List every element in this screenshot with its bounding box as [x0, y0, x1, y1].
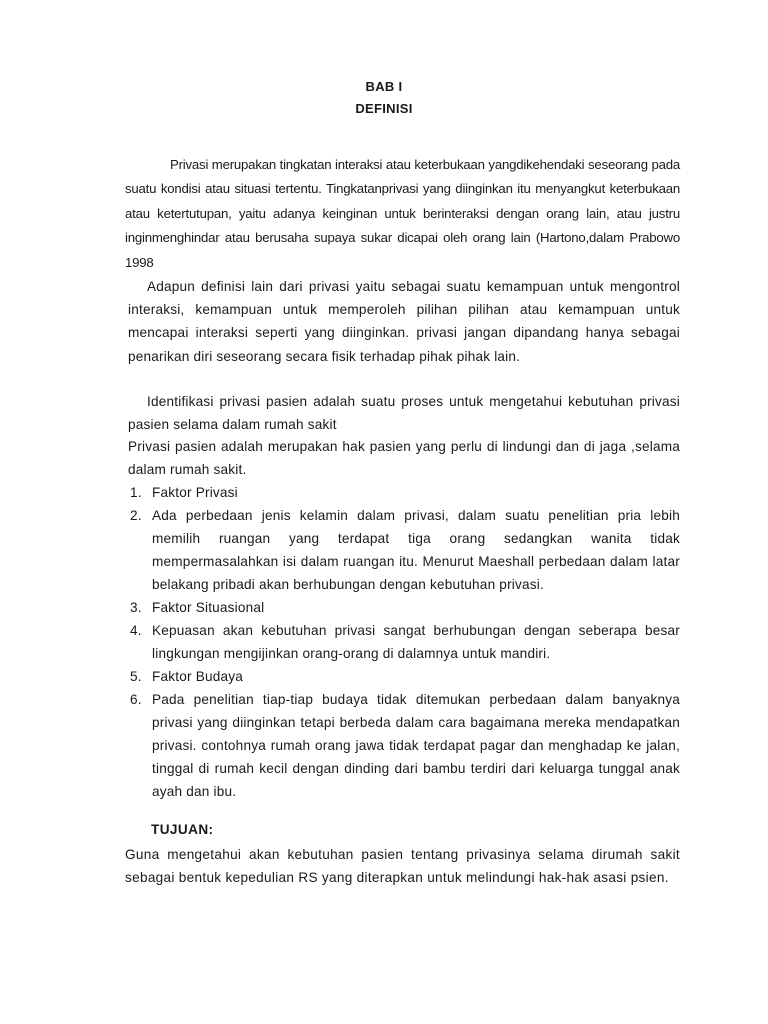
- list-text: Pada penelitian tiap-tiap budaya tidak ditemukan perbedaan dalam banyaknya privasi yang diinginkan tetapi berbeda dalam cara bagaimana mereka mendapatkan privasi. contohnya rumah orang jawa tidak terdapat pagar dan menghadap ke jalan, tinggal di rumah kecil dengan dinding dari bambu terdiri dari keluarga tunggal anak ayah dan ibu.: [152, 692, 680, 799]
- paragraph-other-definition: [128, 275, 680, 368]
- paragraph-patient-rights: Privasi pasien adalah merupakan hak pasien yang perlu di lindungi dan di jaga ,selama dalam rumah sakit.: [128, 439, 680, 477]
- list-number: 5.: [130, 669, 142, 684]
- paragraph-identification: [128, 390, 680, 436]
- list-text: Faktor Situasional: [152, 600, 265, 615]
- chapter-number: BAB I: [365, 79, 403, 94]
- factor-list: [128, 481, 680, 803]
- paragraph-text: Identifikasi privasi pasien adalah suatu proses untuk mengetahui kebutuhan privasi pasien selama dalam rumah sakit: [128, 394, 680, 432]
- paragraph-text: Privasi merupakan tingkatan interaksi atau keterbukaan yangdikehendaki seseorang pada suatu kondisi atau situasi tertentu. Tingkatanprivasi yang diinginkan itu menyangkut keterbukaan atau ketertutupan, yaitu adanya keinginan untuk berinteraksi dengan orang lain, atau justru inginmenghindar atau berusaha supaya sukar dicapai oleh orang lain (Hartono,dalam Prabowo 1998: [125, 157, 680, 270]
- list-item: [128, 596, 680, 619]
- list-item: [128, 481, 680, 504]
- list-text: Kepuasan akan kebutuhan privasi sangat berhubungan dengan seberapa besar lingkungan mengijinkan orang-orang di dalamnya untuk mandiri.: [152, 623, 680, 661]
- paragraph-privasi-definition: [125, 153, 680, 275]
- paragraph-text: Adapun definisi lain dari privasi yaitu sebagai suatu kemampuan untuk mengontrol interaksi, kemampuan untuk memperoleh pilihan pilihan atau kemampuan untuk mencapai interaksi seperti yang diinginkan. privasi jangan dipandang hanya sebagai penarikan diri seseorang secara fisik terhadap pihak pihak lain.: [128, 279, 680, 364]
- section-heading-tujuan: TUJUAN:: [151, 822, 214, 837]
- list-text: Ada perbedaan jenis kelamin dalam privasi, dalam suatu penelitian pria lebih memilih ruangan yang terdapat tiga orang sedangkan wanita tidak mempermasalahkan isi dalam ruangan itu. Menurut Maeshall perbedaan dalam latar belakang pribadi akan berhubungan dengan kebutuhan privasi.: [152, 508, 680, 592]
- list-number: 3.: [130, 600, 142, 615]
- paragraph-tujuan: Guna mengetahui akan kebutuhan pasien tentang privasinya selama dirumah sakit sebagai bentuk kepedulian RS yang diterapkan untuk melindungi hak-hak asasi psien.: [125, 847, 680, 885]
- list-number: 1.: [130, 485, 142, 500]
- list-item: [128, 688, 680, 803]
- list-item: [128, 504, 680, 596]
- list-text: Faktor Privasi: [152, 485, 238, 500]
- list-number: 2.: [130, 508, 142, 523]
- list-number: 4.: [130, 623, 142, 638]
- list-text: Faktor Budaya: [152, 669, 244, 684]
- chapter-title: DEFINISI: [355, 101, 413, 116]
- list-item: [128, 665, 680, 688]
- list-number: 6.: [130, 692, 142, 707]
- list-item: [128, 619, 680, 665]
